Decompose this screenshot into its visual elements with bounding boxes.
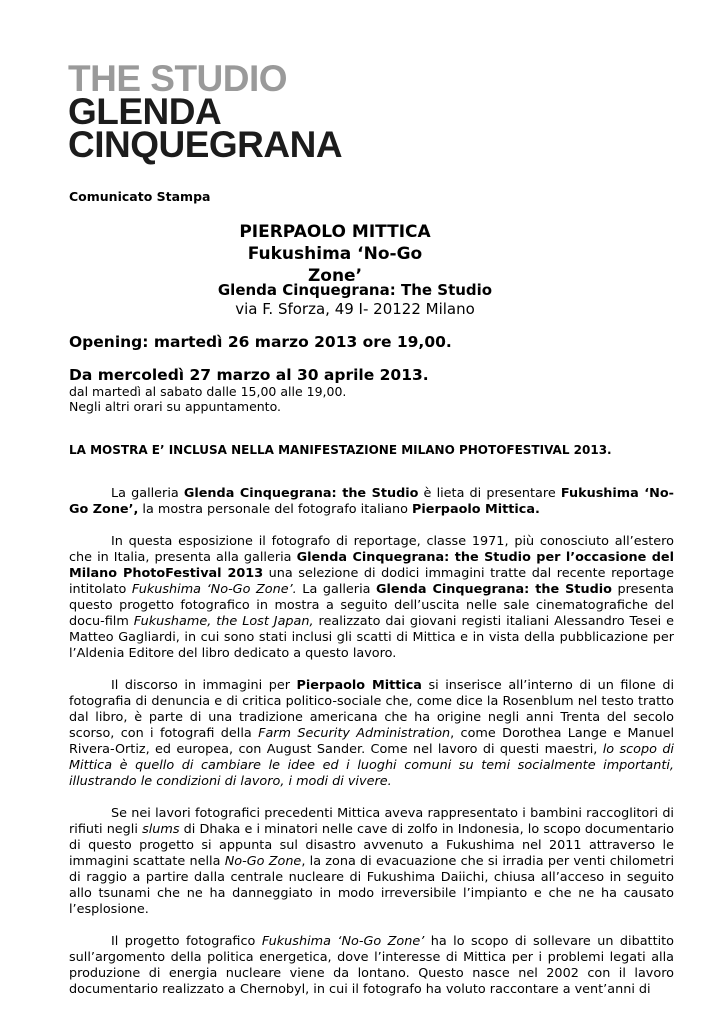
appointment-note: Negli altri orari su appuntamento. (69, 399, 281, 414)
festival-notice: LA MOSTRA E’ INCLUSA NELLA MANIFESTAZIONE MILANO PHOTOFESTIVAL 2013. (69, 443, 612, 457)
paragraph-5 (69, 934, 674, 998)
text: una selezione di dodici immagini tratte dal recente reportage intitolato (69, 566, 674, 597)
document-label: Comunicato Stampa (69, 189, 211, 204)
paragraph-4 (69, 806, 674, 918)
italic-text: No-Go Zone (224, 854, 302, 869)
dates-main: Da mercoledì 27 marzo al 30 aprile 2013. (69, 366, 429, 384)
text: ha lo scopo di sollevare un dibattito sull’argomento della politica energetica, dove l’interesse di Mittica per i problemi legati alla produzione di energia nucleare viene da lontano. Questo nasce nel 2002 con il lavoro documentario realizzato a Chernobyl, in cui il fotografo ha voluto raccontare a vent’anni di (69, 934, 674, 997)
text: di Dhaka e i minatori nelle cave di zolfo in Indonesia, lo scopo documentario di questo progetto si appunta sul disastro avvenuto a Fukushima nel 2011 attraverso le immagini scattate nella (69, 822, 674, 869)
italic-text: Fukushame, the Lost Japan, (133, 614, 314, 629)
venue-address: via F. Sforza, 49 I- 20122 Milano (235, 300, 475, 318)
italic-text: Farm Security Administration (258, 726, 451, 741)
exhibition-dates (69, 366, 429, 414)
logo-line-cinquegrana: CINQUEGRANA (68, 124, 343, 165)
bold-text: Glenda Cinquegrana: the Studio per l’occasione del Milano PhotoFestival 2013 (69, 550, 674, 581)
studio-logo (68, 58, 343, 165)
text: Il progetto fotografico (111, 934, 262, 949)
venue-block (200, 281, 510, 319)
exhibition-header (230, 221, 440, 287)
opening-date: Opening: martedì 26 marzo 2013 ore 19,00. (69, 333, 452, 351)
text: Il discorso in immagini per (111, 678, 297, 693)
italic-text: Fukushima ‘No-Go Zone’. (131, 582, 297, 597)
text: , come Dorothea Lange e Manuel Rivera-Ortiz, ed europea, con August Sander. Come nel lavoro di questi maestri, (69, 726, 674, 757)
text: La galleria (111, 486, 184, 501)
bold-text: Fukushima ‘No-Go Zone’, (69, 486, 674, 517)
venue-name: Glenda Cinquegrana: The Studio (217, 281, 493, 299)
paragraph-3 (69, 678, 674, 790)
italic-text: slums (142, 822, 180, 837)
paragraph-1 (69, 486, 674, 518)
bold-text: Pierpaolo Mittica. (412, 502, 540, 517)
text: si inserisce all’interno di un filone di fotografia di denuncia e di critica politico-sociale che, come dice la Rosenblum nel testo tratto dal libro, è parte di una tradizione americana che ha origine negli anni Trenta del secolo scorso, con i fotografi della (69, 678, 674, 741)
press-release-body (69, 486, 674, 1014)
bold-text: Pierpaolo Mittica (296, 678, 422, 693)
italic-text: lo scopo di Mittica è quello di cambiare le idee ed i luoghi comuni su temi socialmente importanti, illustrando le condizioni di lavoro, i modi di vivere. (69, 742, 674, 789)
bold-text: Glenda Cinquegrana: the Studio (376, 582, 612, 597)
text: , la zona di evacuazione che si irradia per venti chilometri di raggio a partire dalla centrale nucleare di Fukushima Daiichi, chiusa all’acceso in seguito allo tsunami che ne ha danneggiato in modo irreversibile l’impianto e che ne ha causato l’esplosione. (69, 854, 674, 917)
exhibition-title: Fukushima ‘No-Go Zone’ (247, 244, 423, 286)
text: Se nei lavori fotografici precedenti Mittica aveva rappresentato i bambini raccoglitori di rifiuti negli (69, 806, 674, 837)
text: realizzato dai giovani registi italiani Alessandro Tesei e Matteo Gagliardi, in cui sono stati inclusi gli scatti di Mittica e in vista della pubblicazione per l’Aldenia Editore del libro dedicato a questo lavoro. (69, 614, 674, 661)
text: In questa esposizione il fotografo di reportage, classe 1971, più conosciuto all’estero che in Italia, presenta alla galleria (69, 534, 674, 565)
text: La galleria (296, 582, 377, 597)
artist-name: PIERPAOLO MITTICA (239, 222, 431, 242)
logo-line-glenda: GLENDA (68, 91, 222, 132)
bold-text: Glenda Cinquegrana: the Studio (183, 486, 419, 501)
opening-hours: dal martedì al sabato dalle 15,00 alle 19,00. (69, 384, 347, 399)
text: la mostra personale del fotografo italiano (138, 502, 413, 517)
logo-line-the-studio: THE STUDIO (68, 58, 288, 99)
paragraph-2 (69, 534, 674, 662)
italic-text: Fukushima ‘No-Go Zone’ (261, 934, 425, 949)
text: presenta questo progetto fotografico in mostra a seguito dell’uscita nelle sale cinematografiche del docu-film (69, 582, 674, 629)
text: è lieta di presentare (418, 486, 561, 501)
